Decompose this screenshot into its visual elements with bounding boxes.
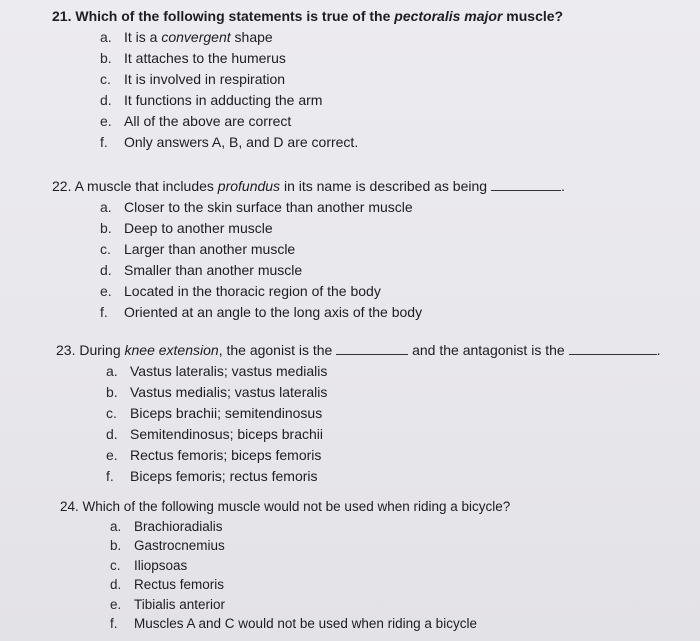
option-text: Closer to the skin surface than another muscle <box>124 199 413 215</box>
prompt-emphasis: knee extension <box>124 342 219 358</box>
option-c <box>100 239 565 260</box>
option-b <box>110 536 510 556</box>
option-text: It functions in adducting the arm <box>124 92 323 108</box>
prompt-text: , the agonist is the <box>218 342 333 358</box>
prompt-text: and the antagonist is the <box>412 342 565 358</box>
prompt-text: in its name is described as being <box>280 178 488 194</box>
prompt-emphasis: pectoralis major <box>394 8 503 24</box>
option-a <box>100 197 565 218</box>
option-letter: d. <box>100 262 112 278</box>
option-letter: e. <box>100 113 112 129</box>
option-letter: a. <box>110 518 122 534</box>
option-b <box>100 218 565 239</box>
question-21 <box>52 6 563 153</box>
option-text: All of the above are correct <box>124 113 292 129</box>
option-text: Larger than another muscle <box>124 241 296 257</box>
option-text: It attaches to the humerus <box>124 50 286 66</box>
option-d <box>100 260 565 281</box>
option-f <box>110 614 510 634</box>
option-e <box>100 111 563 132</box>
option-letter: f. <box>100 134 108 150</box>
option-f <box>106 466 660 487</box>
prompt-emphasis: profundus <box>217 178 281 194</box>
option-c <box>100 69 563 90</box>
option-letter: c. <box>106 405 117 421</box>
option-letter: b. <box>100 220 112 236</box>
question-22 <box>52 176 565 323</box>
option-letter: a. <box>106 363 118 379</box>
option-letter: f. <box>110 616 118 631</box>
option-letter: f. <box>100 304 108 320</box>
option-letter: d. <box>110 577 122 592</box>
question-24-prompt <box>60 497 510 517</box>
question-24 <box>60 497 510 634</box>
option-text: Biceps brachii; semitendinosus <box>130 405 323 421</box>
option-a <box>110 517 510 537</box>
agonist-blank[interactable] <box>336 340 408 355</box>
prompt-text: muscle? <box>502 8 564 24</box>
option-letter: e. <box>110 596 122 612</box>
option-text: It is a convergent shape <box>124 29 273 45</box>
prompt-text: Which of the following muscle would not be used when riding a bicycle? <box>82 499 511 514</box>
question-21-prompt <box>52 6 563 27</box>
option-e <box>100 281 565 302</box>
option-c <box>110 556 510 576</box>
prompt-text: A muscle that includes <box>74 178 218 194</box>
option-f <box>100 132 563 153</box>
question-number: 22. <box>52 178 72 194</box>
option-e <box>106 445 660 466</box>
option-text: Rectus femoris <box>134 577 225 592</box>
option-letter: c. <box>100 241 111 257</box>
option-d <box>106 424 660 445</box>
option-text: Brachioradialis <box>134 518 223 534</box>
option-text: Vastus lateralis; vastus medialis <box>130 363 328 379</box>
option-d <box>100 90 563 111</box>
question-number: 24. <box>60 499 79 514</box>
option-f <box>100 302 565 323</box>
prompt-end: . <box>560 178 565 194</box>
option-letter: e. <box>106 447 118 463</box>
option-text: Tibialis anterior <box>134 596 226 612</box>
option-letter: d. <box>100 92 112 108</box>
question-number: 21. <box>52 8 72 24</box>
option-e <box>110 595 510 615</box>
option-text: Muscles A and C would not be used when riding a bicycle <box>134 616 477 631</box>
option-text: Biceps femoris; rectus femoris <box>130 468 318 484</box>
option-text: Only answers A, B, and D are correct. <box>124 134 359 150</box>
question-23-prompt <box>56 340 660 361</box>
antagonist-blank[interactable] <box>569 340 657 355</box>
option-letter: b. <box>106 384 118 400</box>
option-text: Rectus femoris; biceps femoris <box>130 447 322 463</box>
option-a <box>106 361 660 382</box>
question-number: 23. <box>56 342 76 358</box>
option-a <box>100 27 563 48</box>
answer-blank[interactable] <box>491 176 561 191</box>
option-text: Smaller than another muscle <box>124 262 303 278</box>
option-text: Gastrocnemius <box>134 538 225 553</box>
option-letter: f. <box>106 468 114 484</box>
option-text: It is involved in respiration <box>124 71 286 87</box>
question-23 <box>56 340 660 487</box>
option-letter: b. <box>100 50 112 66</box>
option-letter: e. <box>100 283 112 299</box>
prompt-end: . <box>656 342 661 358</box>
option-letter: d. <box>106 426 118 442</box>
option-b <box>106 382 660 403</box>
option-text: Located in the thoracic region of the body <box>124 283 381 299</box>
option-text: Oriented at an angle to the long axis of the body <box>124 304 423 320</box>
option-b <box>100 48 563 69</box>
option-text: Deep to another muscle <box>124 220 273 236</box>
option-text: Vastus medialis; vastus lateralis <box>130 384 328 400</box>
question-22-prompt <box>52 176 565 197</box>
prompt-text: Which of the following statements is true of the <box>75 8 395 24</box>
option-letter: c. <box>100 71 111 87</box>
option-text: Iliopsoas <box>134 557 188 573</box>
option-text: Semitendinosus; biceps brachii <box>130 426 323 442</box>
option-letter: c. <box>110 557 121 573</box>
option-letter: a. <box>100 29 112 45</box>
option-letter: a. <box>100 199 112 215</box>
option-d <box>110 575 510 595</box>
prompt-text: During <box>79 342 125 358</box>
option-letter: b. <box>110 538 122 553</box>
option-c <box>106 403 660 424</box>
